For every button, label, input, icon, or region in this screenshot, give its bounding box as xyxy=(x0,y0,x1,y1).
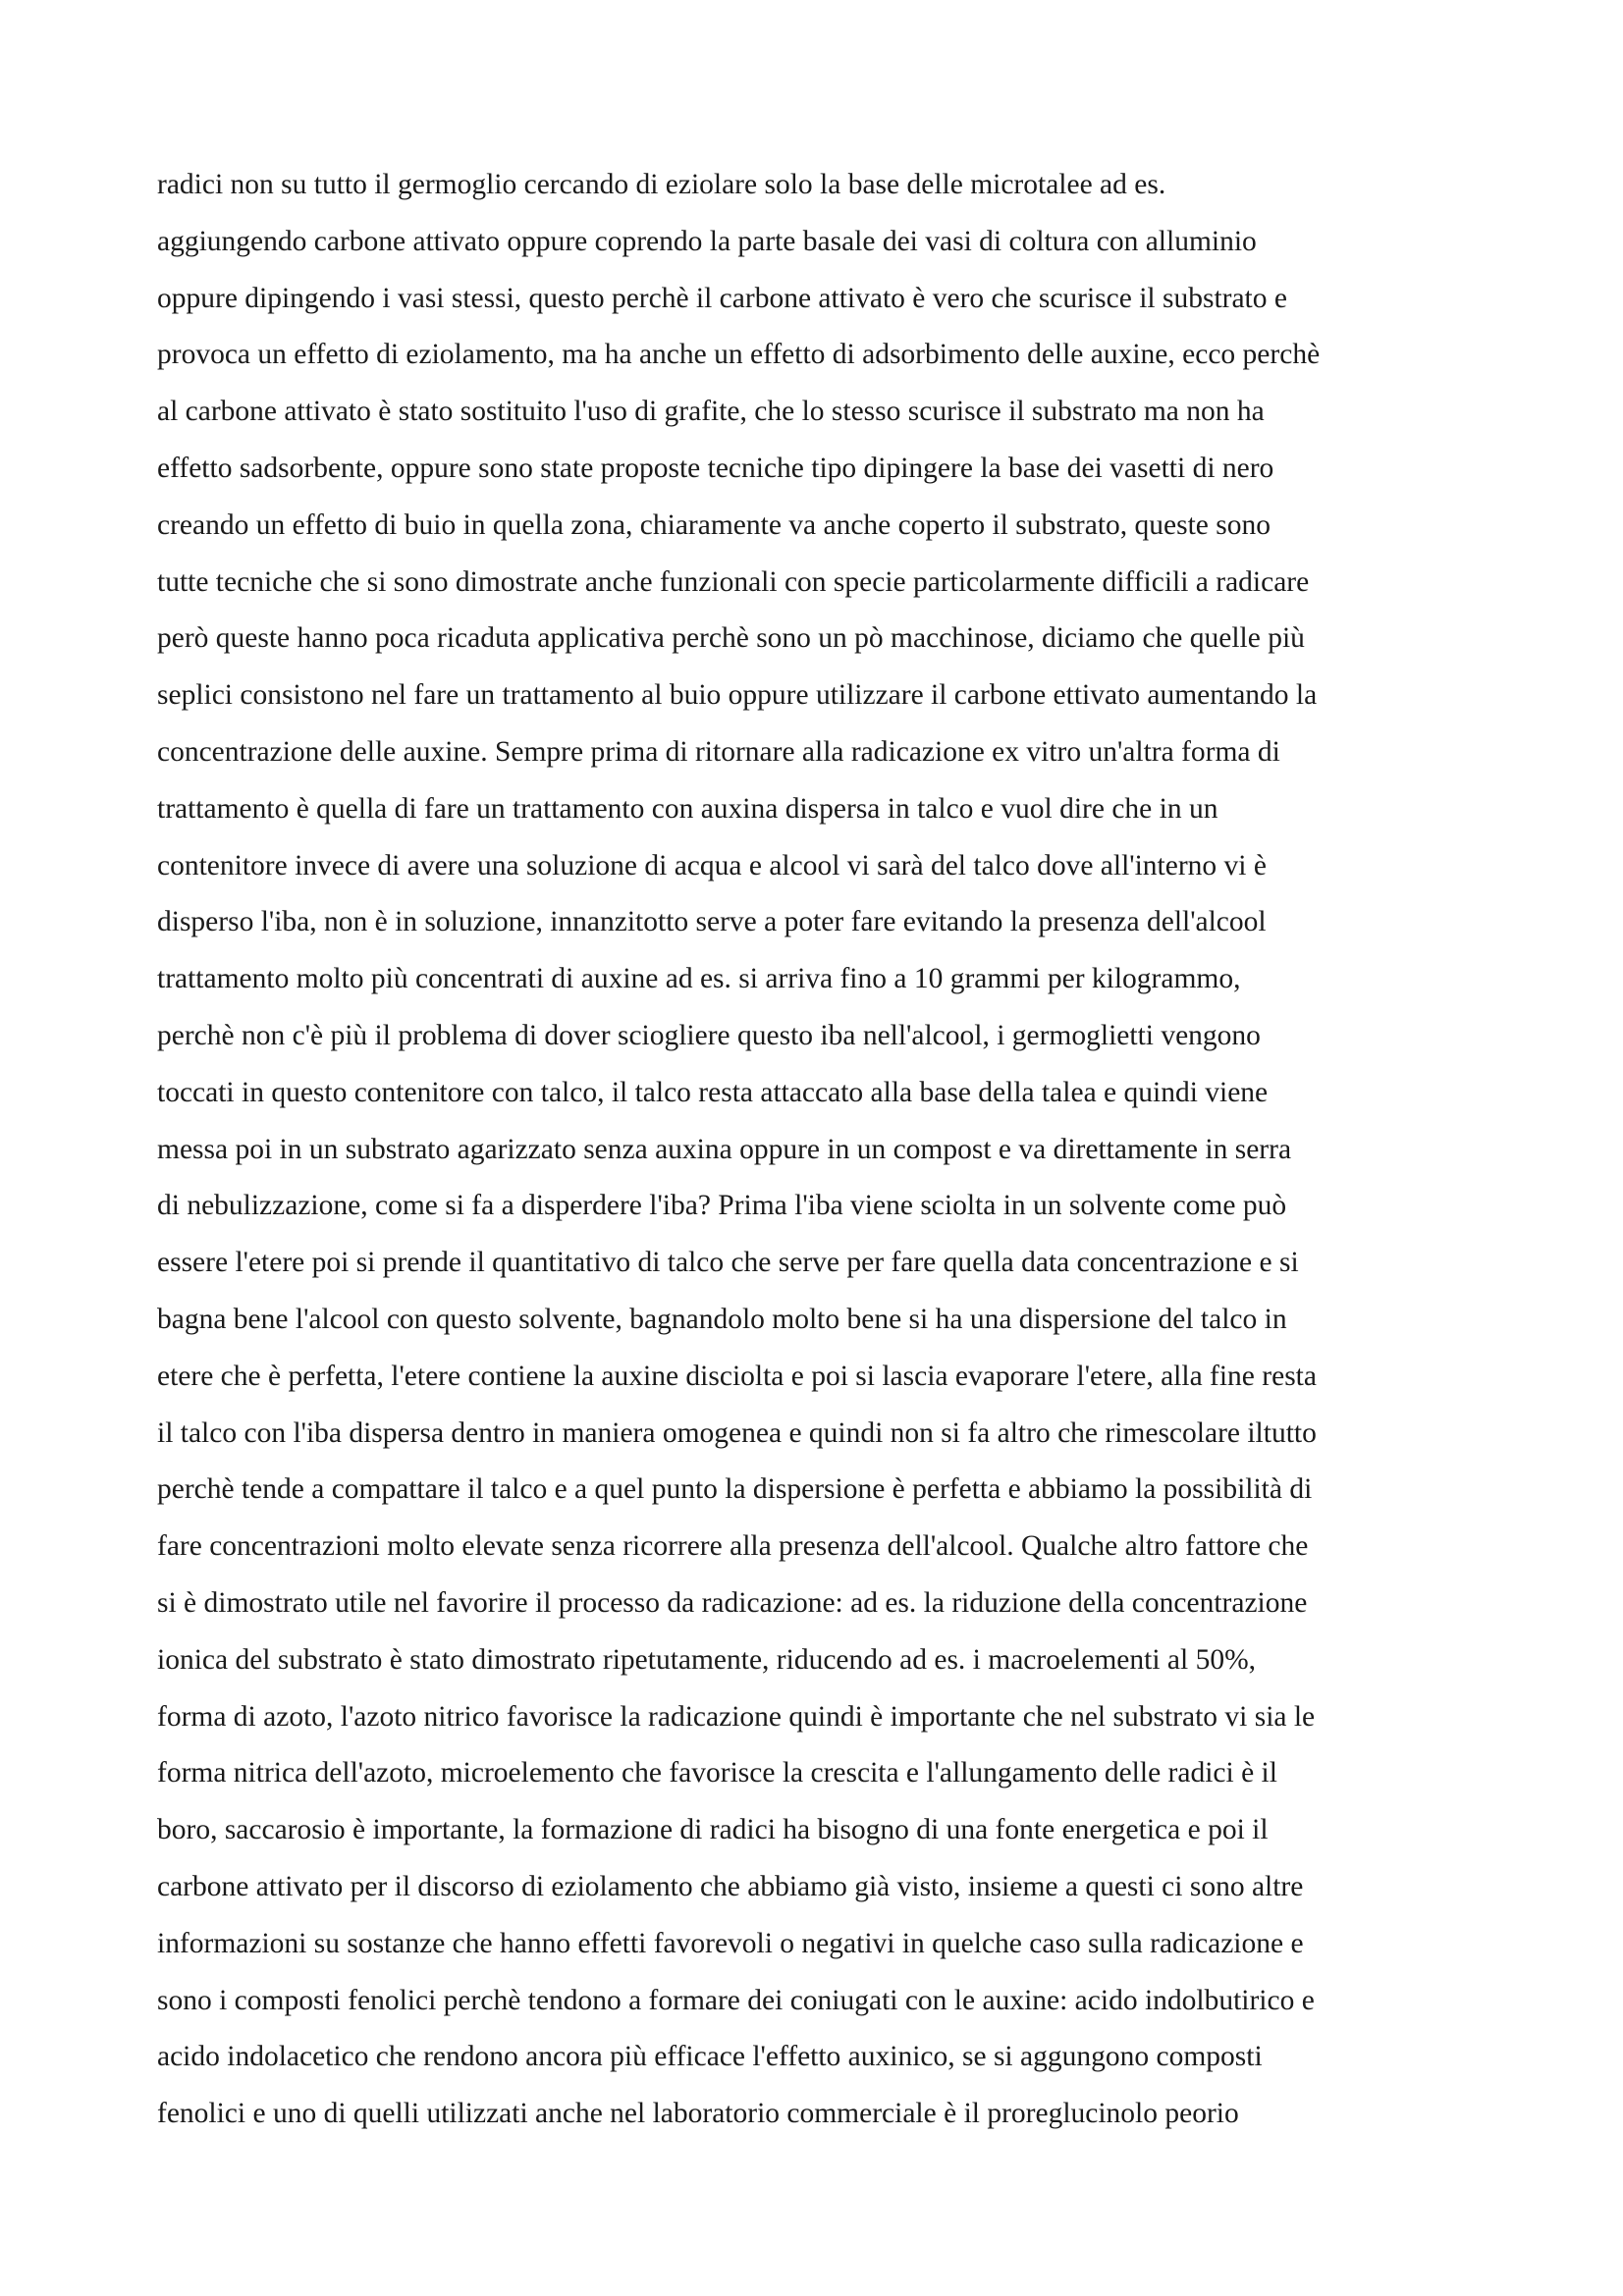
text-line: informazioni su sostanze che hanno effetti favorevoli o negativi in quelche caso sulla radicazione e xyxy=(157,1927,1304,1959)
text-line: carbone attivato per il discorso di eziolamento che abbiamo già visto, insieme a questi ci sono altre xyxy=(157,1870,1304,1902)
body-text xyxy=(157,157,1473,2143)
text-line: forma nitrica dell'azoto, microelemento che favorisce la crescita e l'allungamento delle radici è il xyxy=(157,1757,1277,1789)
text-line: perchè tende a compattare il talco e a quel punto la dispersione è perfetta e abbiamo la possibilità di xyxy=(157,1473,1313,1506)
text-line: di nebulizzazione, come si fa a disperdere l'iba? Prima l'iba viene sciolta in un solvente come può xyxy=(157,1190,1287,1222)
text-line: contenitore invece di avere una soluzione di acqua e alcool vi sarà del talco dove all'interno vi è xyxy=(157,849,1267,881)
text-line: bagna bene l'alcool con questo solvente, bagnandolo molto bene si ha una dispersione del talco in xyxy=(157,1303,1287,1335)
text-line: etere che è perfetta, l'etere contiene la auxine disciolta e poi si lascia evaporare l'etere, alla fine resta xyxy=(157,1360,1317,1392)
text-line: seplici consistono nel fare un trattamento al buio oppure utilizzare il carbone ettivato aumentando la xyxy=(157,679,1318,712)
text-line: al carbone attivato è stato sostituito l'uso di grafite, che lo stesso scurisce il substrato ma non ha xyxy=(157,396,1265,428)
text-line: ionica del substrato è stato dimostrato ripetutamente, riducendo ad es. i macroelementi al 50%, xyxy=(157,1643,1257,1676)
text-line: disperso l'iba, non è in soluzione, innanzitotto serve a poter fare evitando la presenza dell'alcool xyxy=(157,906,1267,938)
text-line: trattamento molto più concentrati di auxine ad es. si arriva fino a 10 grammi per kilogrammo, xyxy=(157,963,1241,995)
text-line: creando un effetto di buio in quella zona, chiaramente va anche coperto il substrato, queste sono xyxy=(157,508,1271,541)
text-line: fenolici e uno di quelli utilizzati anche nel laboratorio commerciale è il proreglucinolo peorio xyxy=(157,2098,1239,2130)
text-line: toccati in questo contenitore con talco, il talco resta attaccato alla base della talea e quindi viene xyxy=(157,1076,1269,1108)
text-line: fare concentrazioni molto elevate senza ricorrere alla presenza dell'alcool. Qualche altro fattore che xyxy=(157,1530,1309,1563)
text-line: messa poi in un substrato agarizzato senza auxina oppure in un compost e va direttamente in serra xyxy=(157,1133,1292,1165)
text-line: boro, saccarosio è importante, la formazione di radici ha bisogno di una fonte energetica e poi il xyxy=(157,1814,1269,1846)
text-line: il talco con l'iba dispersa dentro in maniera omogenea e quindi non si fa altro che rimescolare iltutto xyxy=(157,1416,1317,1449)
text-line: però queste hanno poca ricaduta applicativa perchè sono un pò macchinose, diciamo che quelle più xyxy=(157,622,1305,655)
text-line: essere l'etere poi si prende il quantitativo di talco che serve per fare quella data concentrazione e si xyxy=(157,1247,1299,1279)
text-line: acido indolacetico che rendono ancora più efficace l'effetto auxinico, se si aggungono composti xyxy=(157,2041,1263,2073)
text-line: perchè non c'è più il problema di dover sciogliere questo iba nell'alcool, i germoglietti vengono xyxy=(157,1019,1261,1051)
text-line: oppure dipingendo i vasi stessi, questo perchè il carbone attivato è vero che scurisce il substrato e xyxy=(157,282,1287,314)
text-line: effetto sadsorbente, oppure sono state proposte tecniche tipo dipingere la base dei vasetti di nero xyxy=(157,452,1274,484)
text-line: trattamento è quella di fare un trattamento con auxina dispersa in talco e vuol dire che in un xyxy=(157,792,1218,825)
text-line: tutte tecniche che si sono dimostrate anche funzionali con specie particolarmente difficili a radicare xyxy=(157,565,1310,598)
text-line: forma di azoto, l'azoto nitrico favorisce la radicazione quindi è importante che nel substrato vi sia le xyxy=(157,1700,1316,1733)
text-line: aggiungendo carbone attivato oppure coprendo la parte basale dei vasi di coltura con alluminio xyxy=(157,225,1257,257)
text-line: concentrazione delle auxine. Sempre prima di ritornare alla radicazione ex vitro un'altra forma di xyxy=(157,735,1280,768)
text-line: radici non su tutto il germoglio cercando di eziolare solo la base delle microtalee ad es. xyxy=(157,169,1166,200)
text-line: provoca un effetto di eziolamento, ma ha anche un effetto di adsorbimento delle auxine, ecco perchè xyxy=(157,339,1321,371)
text-line: sono i composti fenolici perchè tendono a formare dei coniugati con le auxine: acido indolbutirico e xyxy=(157,1984,1315,2016)
text-line: si è dimostrato utile nel favorire il processo da radicazione: ad es. la riduzione della concentrazione xyxy=(157,1586,1308,1619)
